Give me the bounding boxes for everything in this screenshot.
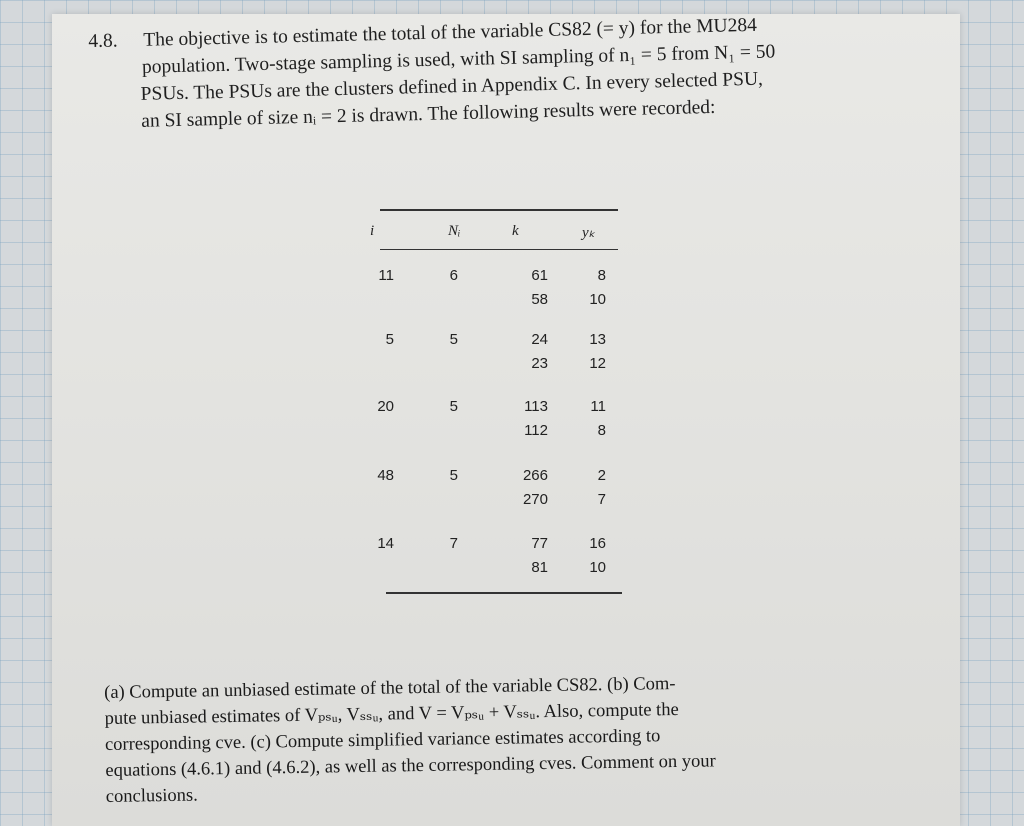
problem-line: an SI sample of size nᵢ = 2 is drawn. The following results were recorded:	[141, 96, 716, 132]
header-k: k	[512, 223, 519, 239]
cell-k: 81	[531, 559, 548, 576]
cell-yk: 8	[597, 422, 606, 439]
cell-yk: 16	[589, 535, 606, 552]
cell-i: 11	[378, 267, 394, 284]
cell-yk: 13	[589, 331, 606, 348]
cell-Ni: 7	[449, 535, 458, 552]
problem-line: The objective is to estimate the total of the variable CS82 (= y) for the MU284	[143, 14, 758, 51]
cell-k: 266	[522, 467, 548, 484]
question-text	[104, 668, 866, 810]
problem-statement	[88, 8, 927, 136]
cell-k: 58	[531, 291, 548, 308]
question-line: conclusions.	[105, 785, 198, 807]
problem-number: 4.8.	[88, 30, 118, 53]
cell-k: 270	[522, 491, 548, 508]
cell-k: 24	[531, 331, 548, 348]
cell-yk: 10	[589, 559, 606, 576]
header-i: i	[370, 223, 375, 239]
header-Ni: Nᵢ	[448, 223, 461, 239]
cell-k: 77	[531, 535, 548, 552]
question-line: pute unbiased estimates of Vₚₛᵤ, Vₛₛᵤ, and V = Vₚₛᵤ + Vₛₛᵤ. Also, compute the	[104, 699, 679, 729]
cell-k: 23	[531, 355, 548, 372]
header-yk: yₖ	[582, 225, 596, 241]
cell-Ni: 5	[449, 398, 458, 415]
cell-yk: 11	[590, 398, 606, 415]
table-bottom-rule	[386, 592, 622, 594]
cell-yk: 8	[597, 267, 606, 284]
cell-Ni: 6	[449, 267, 458, 284]
cell-i: 48	[377, 467, 394, 484]
cell-k: 113	[524, 398, 548, 415]
table-header-rule	[380, 249, 618, 250]
question-line: corresponding cve. (c) Compute simplified variance estimates according to	[104, 726, 661, 755]
cell-yk: 7	[597, 491, 606, 508]
cell-k: 112	[524, 422, 548, 439]
cell-i: 14	[377, 535, 394, 552]
problem-line: PSUs. The PSUs are the clusters defined in Appendix C. In every selected PSU,	[140, 68, 764, 105]
problem-line: population. Two-stage sampling is used, with SI sampling of n₁ = 5 from N₁ = 50	[141, 41, 776, 78]
cell-i: 5	[385, 331, 394, 348]
cell-yk: 12	[589, 355, 606, 372]
cell-i: 20	[377, 398, 394, 415]
cell-Ni: 5	[449, 331, 458, 348]
cell-yk: 10	[589, 291, 606, 308]
question-line: equations (4.6.1) and (4.6.2), as well as the corresponding cves. Comment on your	[105, 751, 716, 781]
table-top-rule	[380, 209, 618, 211]
question-line: (a) Compute an unbiased estimate of the total of the variable CS82. (b) Com-	[104, 674, 676, 703]
cell-k: 61	[531, 267, 548, 284]
cell-Ni: 5	[449, 467, 458, 484]
cell-yk: 2	[597, 467, 606, 484]
